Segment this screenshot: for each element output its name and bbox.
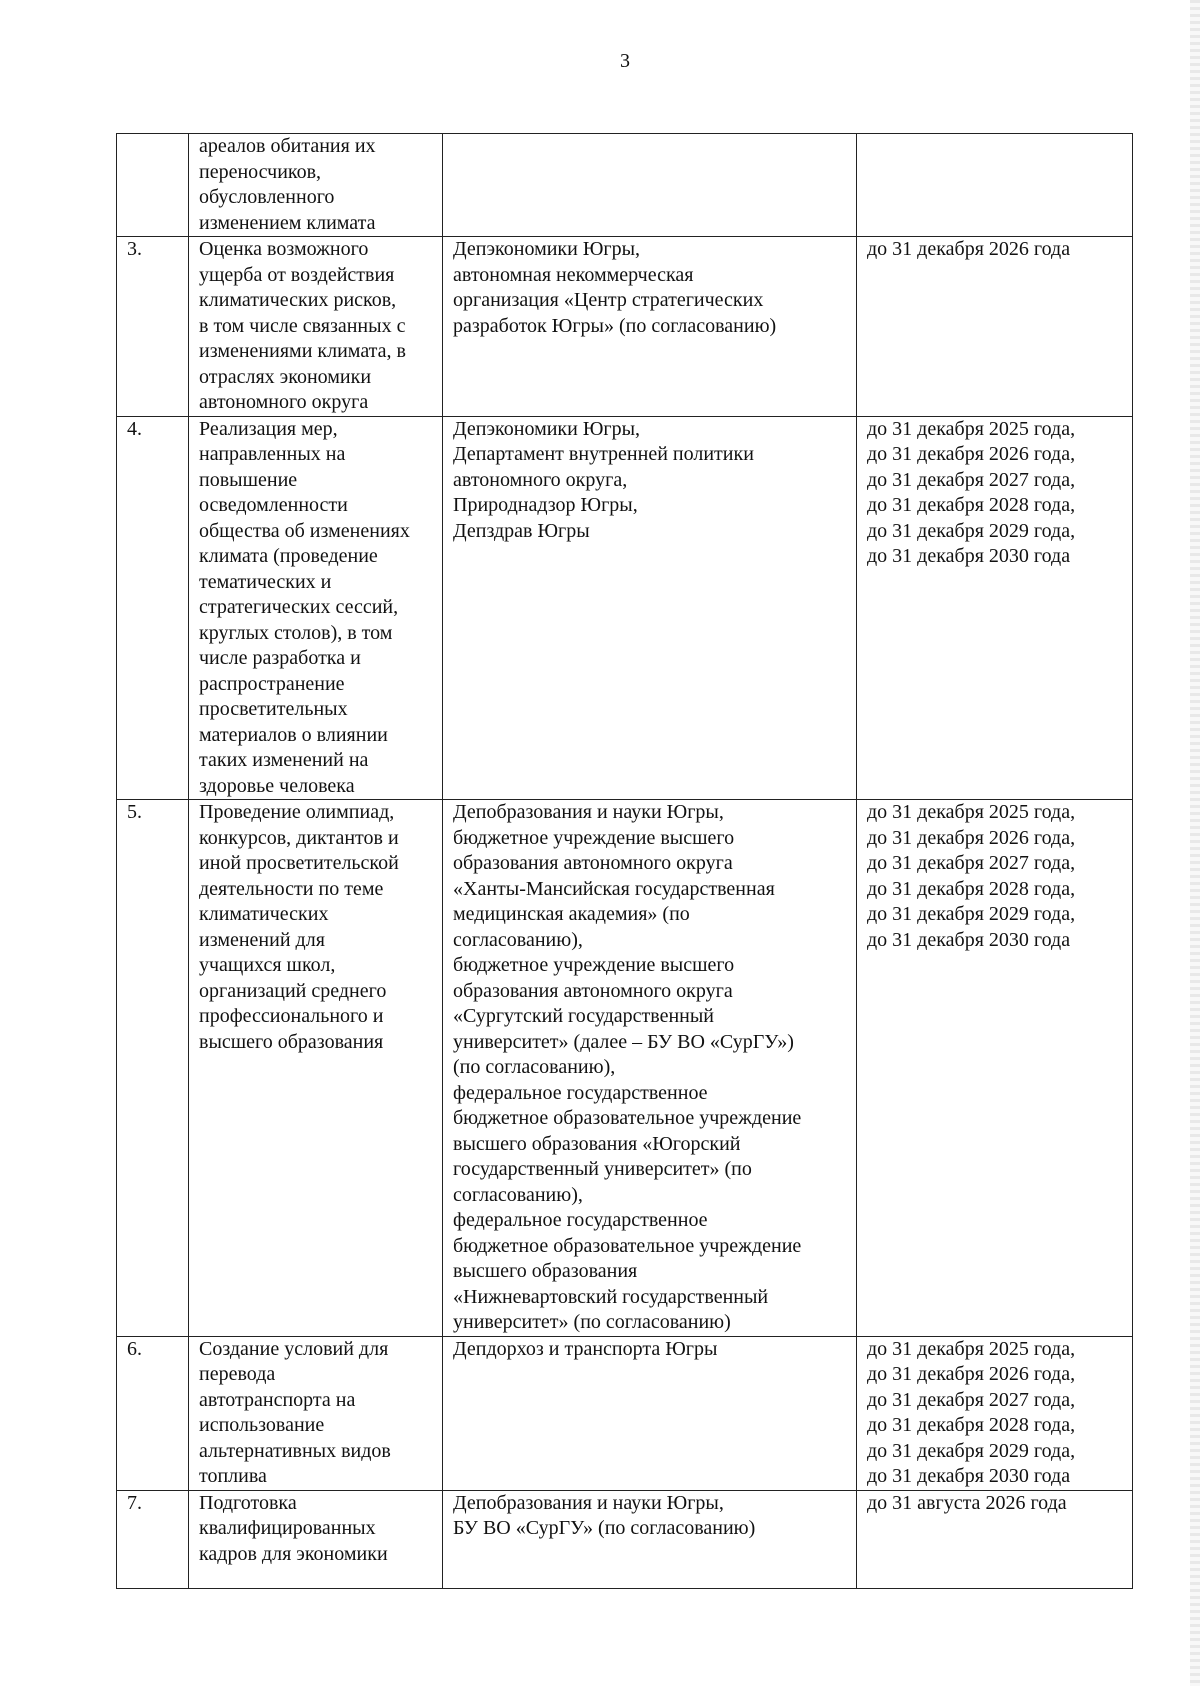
deadline-cell bbox=[857, 1490, 1133, 1588]
row-number bbox=[117, 134, 189, 237]
deadline-line: до 31 декабря 2025 года, bbox=[867, 801, 1076, 823]
deadline-line: до 31 декабря 2026 года, bbox=[867, 443, 1076, 465]
responsible-line: Депобразования и науки Югры, bbox=[453, 801, 724, 823]
row-number: 5. bbox=[117, 800, 189, 1337]
responsible-line: бюджетное образовательное учреждение bbox=[453, 1234, 802, 1257]
row-number: 7. bbox=[117, 1490, 189, 1588]
measure-line: просветительных bbox=[199, 698, 348, 720]
measure-line: автотранспорта на bbox=[199, 1388, 356, 1411]
scan-edge-decoration bbox=[1190, 0, 1200, 1686]
deadline-line: до 31 декабря 2026 года, bbox=[867, 1363, 1076, 1385]
measure-line: иной просветительской bbox=[199, 852, 399, 874]
row-number: 6. bbox=[117, 1336, 189, 1490]
measure-line: повышение bbox=[199, 468, 298, 491]
measure-line: Оценка возможного bbox=[199, 238, 369, 260]
responsible-line: Депздрав Югры bbox=[453, 519, 590, 542]
measure-line: круглых столов), в том bbox=[199, 621, 393, 644]
deadline-line: до 31 декабря 2030 года bbox=[867, 1465, 1071, 1487]
measure-cell bbox=[189, 800, 443, 1337]
measure-cell bbox=[189, 1336, 443, 1490]
table-row bbox=[117, 237, 1133, 417]
measure-line: в том числе связанных с bbox=[199, 314, 406, 337]
responsible-cell bbox=[443, 416, 857, 800]
table-row bbox=[117, 1490, 1133, 1588]
responsible-line: Природнадзор Югры, bbox=[453, 494, 638, 516]
responsible-cell bbox=[443, 237, 857, 417]
responsible-line: высшего образования bbox=[453, 1260, 638, 1282]
responsible-line: автономная некоммерческая bbox=[453, 263, 694, 286]
responsible-line: разработок Югры» (по согласованию) bbox=[453, 314, 777, 337]
responsible-cell bbox=[443, 1336, 857, 1490]
deadline-cell bbox=[857, 237, 1133, 417]
table-row bbox=[117, 800, 1133, 1337]
responsible-line: «Сургутский государственный bbox=[453, 1005, 715, 1027]
responsible-line: университет» (по согласованию) bbox=[453, 1311, 731, 1333]
page-number: 3 bbox=[620, 50, 630, 72]
responsible-line: бюджетное учреждение высшего bbox=[453, 954, 735, 976]
measure-line: кадров для экономики bbox=[199, 1542, 388, 1565]
measure-cell bbox=[189, 134, 443, 237]
measure-line: осведомленности bbox=[199, 494, 348, 516]
measure-line: Проведение олимпиад, bbox=[199, 801, 395, 823]
deadline-line: до 31 декабря 2030 года bbox=[867, 545, 1071, 567]
measure-line: климата (проведение bbox=[199, 545, 378, 567]
measure-line: автономного округа bbox=[199, 391, 369, 413]
deadline-line: до 31 декабря 2028 года, bbox=[867, 1414, 1076, 1436]
measure-line: направленных на bbox=[199, 443, 346, 465]
responsible-line: автономного округа, bbox=[453, 468, 628, 491]
measure-line: числе разработка и bbox=[199, 647, 361, 669]
measure-line: распространение bbox=[199, 672, 345, 695]
table-row bbox=[117, 416, 1133, 800]
deadline-line: до 31 декабря 2030 года bbox=[867, 928, 1071, 951]
responsible-line: образования автономного округа bbox=[453, 979, 733, 1002]
responsible-line: согласованию), bbox=[453, 1183, 583, 1206]
responsible-line: федеральное государственное bbox=[453, 1209, 708, 1231]
deadline-line: до 31 декабря 2028 года, bbox=[867, 877, 1076, 900]
measure-line: Создание условий для bbox=[199, 1337, 389, 1360]
deadline-line: до 31 декабря 2026 года bbox=[867, 238, 1071, 260]
deadline-line: до 31 декабря 2027 года, bbox=[867, 1388, 1076, 1411]
responsible-line: федеральное государственное bbox=[453, 1081, 708, 1104]
responsible-line: Департамент внутренней политики bbox=[453, 443, 754, 465]
deadline-line: до 31 декабря 2025 года, bbox=[867, 417, 1076, 440]
measure-line: изменениями климата, в bbox=[199, 340, 406, 362]
responsible-line: медицинская академия» (по bbox=[453, 903, 690, 925]
measure-line: альтернативных видов bbox=[199, 1439, 391, 1462]
responsible-cell bbox=[443, 1490, 857, 1588]
measure-line: перевода bbox=[199, 1363, 276, 1385]
measure-line: материалов о влиянии bbox=[199, 723, 388, 746]
measure-line: переносчиков, bbox=[199, 160, 322, 183]
deadline-line: до 31 августа 2026 года bbox=[867, 1491, 1067, 1514]
responsible-line: Депобразования и науки Югры, bbox=[453, 1491, 724, 1514]
responsible-line: БУ ВО «СурГУ» (по согласованию) bbox=[453, 1517, 756, 1539]
responsible-line: (по согласованию), bbox=[453, 1056, 616, 1078]
measure-line: Подготовка bbox=[199, 1491, 297, 1514]
responsible-line: бюджетное образовательное учреждение bbox=[453, 1107, 802, 1129]
measures-table-body bbox=[117, 134, 1133, 1589]
deadline-cell bbox=[857, 134, 1133, 237]
responsible-cell bbox=[443, 800, 857, 1337]
responsible-line: Депэкономики Югры, bbox=[453, 417, 641, 440]
responsible-line: Депдорхоз и транспорта Югры bbox=[453, 1337, 718, 1360]
measure-line: квалифицированных bbox=[199, 1517, 376, 1539]
deadline-cell bbox=[857, 416, 1133, 800]
deadline-line: до 31 декабря 2027 года, bbox=[867, 852, 1076, 874]
measure-line: Реализация мер, bbox=[199, 417, 338, 440]
row-number: 4. bbox=[117, 416, 189, 800]
measure-line: профессионального и bbox=[199, 1005, 384, 1027]
measure-cell bbox=[189, 237, 443, 417]
measure-cell bbox=[189, 416, 443, 800]
measure-line: ареалов обитания их bbox=[199, 135, 376, 157]
responsible-line: согласованию), bbox=[453, 928, 583, 951]
measure-line: таких изменений на bbox=[199, 749, 369, 771]
row-number: 3. bbox=[117, 237, 189, 417]
measure-cell bbox=[189, 1490, 443, 1588]
responsible-line: «Ханты-Мансийская государственная bbox=[453, 877, 775, 900]
responsible-line: университет» (далее – БУ ВО «СурГУ») bbox=[453, 1030, 794, 1053]
responsible-line: бюджетное учреждение высшего bbox=[453, 826, 735, 849]
deadline-line: до 31 декабря 2027 года, bbox=[867, 468, 1076, 491]
measure-line: обусловленного bbox=[199, 186, 335, 208]
measure-line: организаций среднего bbox=[199, 979, 387, 1002]
measure-line: здоровье человека bbox=[199, 774, 355, 797]
responsible-line: государственный университет» (по bbox=[453, 1158, 752, 1180]
measures-table bbox=[116, 133, 1133, 1589]
measure-line: изменений для bbox=[199, 928, 325, 951]
measure-line: стратегических сессий, bbox=[199, 596, 399, 618]
deadline-cell bbox=[857, 800, 1133, 1337]
measure-line: конкурсов, диктантов и bbox=[199, 826, 399, 849]
measure-line: высшего образования bbox=[199, 1030, 384, 1053]
measure-line: ущерба от воздействия bbox=[199, 263, 395, 286]
deadline-line: до 31 декабря 2026 года, bbox=[867, 826, 1076, 849]
table-row bbox=[117, 1336, 1133, 1490]
deadline-line: до 31 декабря 2028 года, bbox=[867, 494, 1076, 516]
deadline-cell bbox=[857, 1336, 1133, 1490]
responsible-line: образования автономного округа bbox=[453, 852, 733, 874]
measure-line: изменением климата bbox=[199, 211, 376, 234]
responsible-line: «Нижневартовский государственный bbox=[453, 1285, 769, 1308]
measure-line: общества об изменениях bbox=[199, 519, 410, 542]
measure-line: тематических и bbox=[199, 570, 332, 593]
measure-line: климатических bbox=[199, 903, 329, 925]
responsible-line: Депэкономики Югры, bbox=[453, 238, 641, 260]
measure-line: отраслях экономики bbox=[199, 365, 372, 388]
responsible-line: организация «Центр стратегических bbox=[453, 289, 764, 311]
measure-line: климатических рисков, bbox=[199, 289, 397, 311]
measure-line: топлива bbox=[199, 1465, 267, 1487]
deadline-line: до 31 декабря 2029 года, bbox=[867, 903, 1076, 925]
measure-line: деятельности по теме bbox=[199, 877, 384, 900]
measure-line: использование bbox=[199, 1414, 325, 1436]
deadline-line: до 31 декабря 2029 года, bbox=[867, 519, 1076, 542]
deadline-line: до 31 декабря 2029 года, bbox=[867, 1439, 1076, 1462]
table-row bbox=[117, 134, 1133, 237]
deadline-line: до 31 декабря 2025 года, bbox=[867, 1337, 1076, 1360]
responsible-cell bbox=[443, 134, 857, 237]
measure-line: учащихся школ, bbox=[199, 954, 336, 976]
responsible-line: высшего образования «Югорский bbox=[453, 1132, 741, 1155]
